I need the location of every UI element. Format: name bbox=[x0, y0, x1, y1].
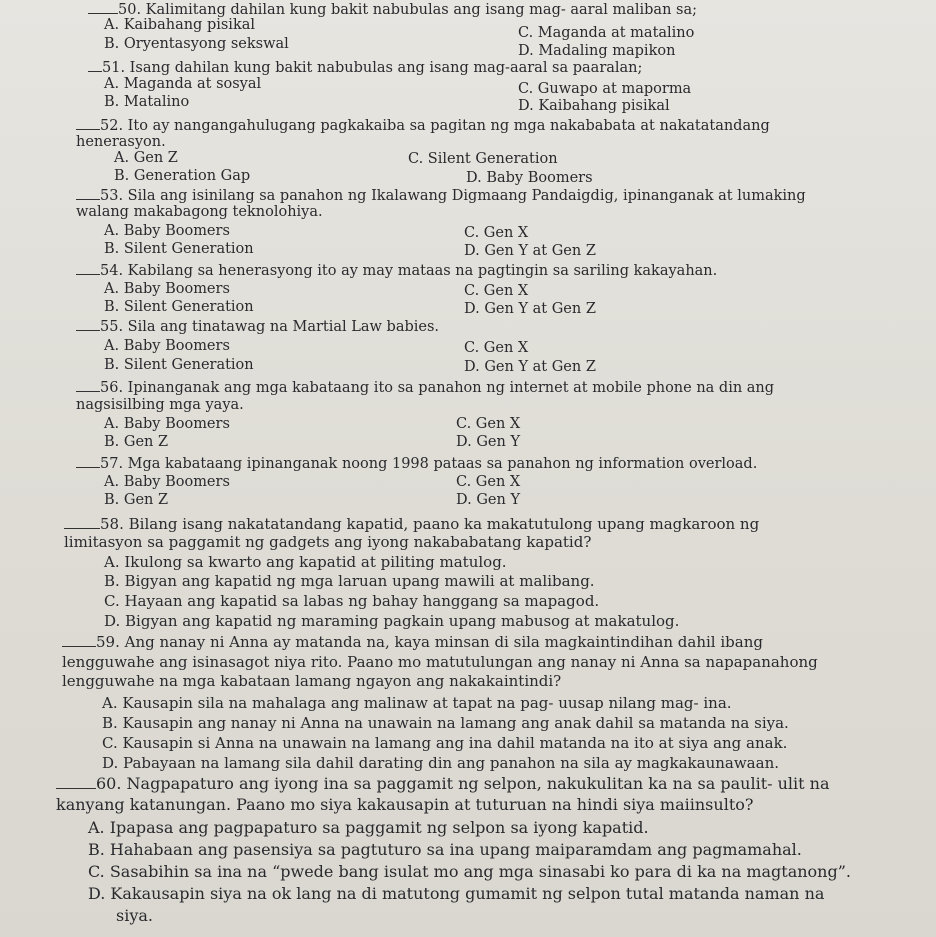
answer-blank[interactable] bbox=[64, 528, 100, 529]
option-d: D. Bigyan ang kapatid ng maraming pagkain upang mabusog at makatulog. bbox=[104, 612, 680, 630]
question-53-stem: 53. Sila ang isinilang sa panahon ng Ikalawang Digmaang Pandaigdig, ipinanganak at lumaking bbox=[76, 188, 806, 204]
option-b: B. Gen Z bbox=[104, 434, 169, 450]
question-number: 57. bbox=[100, 456, 124, 472]
option-d: D. Gen Y bbox=[456, 492, 521, 508]
option-c: C. Gen X bbox=[464, 225, 529, 241]
option-d: D. Kaibahang pisikal bbox=[518, 98, 670, 114]
question-58-stem: 58. Bilang isang nakatatandang kapatid, paano ka makatutulong upang magkaroon ng bbox=[64, 515, 759, 533]
option-d: D. Gen Y bbox=[456, 434, 521, 450]
option-b: B. Silent Generation bbox=[104, 299, 254, 315]
question-number: 50. bbox=[118, 2, 142, 18]
question-number: 56. bbox=[100, 380, 124, 396]
question-number: 51. bbox=[102, 60, 126, 76]
option-a: A. Ikulong sa kwarto ang kapatid at piliting matulog. bbox=[104, 553, 507, 571]
answer-blank[interactable] bbox=[88, 71, 102, 72]
question-60-stem: 60. Nagpapaturo ang iyong ina sa paggamit ng selpon, nakukulitan ka na sa paulit- ulit na bbox=[56, 774, 830, 793]
answer-blank[interactable] bbox=[88, 13, 118, 14]
answer-blank[interactable] bbox=[56, 788, 96, 789]
question-60-stem-cont: kanyang katanungan. Paano mo siya kakausapin at tuturuan na hindi siya maiinsulto? bbox=[56, 795, 754, 814]
question-53-stem-cont: walang makabagong teknolohiya. bbox=[76, 204, 323, 220]
option-c: C. Silent Generation bbox=[408, 151, 558, 167]
option-d: D. Pabayaan na lamang sila dahil darating din ang panahon na sila ay magkakaunawaan. bbox=[102, 754, 779, 772]
question-number: 58. bbox=[100, 515, 124, 533]
question-number: 59. bbox=[96, 633, 120, 651]
option-c: C. Gen X bbox=[464, 340, 529, 356]
question-58-stem-cont: limitasyon sa paggamit ng gadgets ang iyong nakababatang kapatid? bbox=[64, 533, 592, 551]
answer-blank[interactable] bbox=[76, 391, 100, 392]
option-b: B. Matalino bbox=[104, 94, 190, 110]
question-55-stem: 55. Sila ang tinatawag na Martial Law babies. bbox=[76, 319, 439, 335]
option-b: B. Kausapin ang nanay ni Anna na unawain na lamang ang anak dahil sa matanda na siya. bbox=[102, 714, 789, 732]
answer-blank[interactable] bbox=[76, 467, 100, 468]
question-54-stem: 54. Kabilang sa henerasyong ito ay may mataas na pagtingin sa sariling kakayahan. bbox=[76, 263, 717, 279]
option-d: D. Gen Y at Gen Z bbox=[464, 243, 596, 259]
question-number: 55. bbox=[100, 319, 124, 335]
option-c: C. Sasabihin sa ina na “pwede bang isulat mo ang mga sinasabi ko para di ka na magtanong”. bbox=[88, 862, 851, 881]
option-d: D. Kakausapin siya na ok lang na di matutong gumamit ng selpon tutal matanda naman na bbox=[88, 884, 825, 903]
question-57-stem: 57. Mga kabataang ipinanganak noong 1998 pataas sa panahon ng information overload. bbox=[76, 456, 757, 472]
option-a: A. Ipapasa ang pagpapaturo sa paggamit ng selpon sa iyong kapatid. bbox=[88, 818, 649, 837]
option-b: B. Generation Gap bbox=[114, 168, 251, 184]
option-b: B. Hahabaan ang pasensiya sa pagtuturo sa ina upang maiparamdam ang pagmamahal. bbox=[88, 840, 802, 859]
option-b: B. Bigyan ang kapatid ng mga laruan upang mawili at malibang. bbox=[104, 572, 595, 590]
answer-blank[interactable] bbox=[62, 646, 96, 647]
option-c: C. Gen X bbox=[456, 416, 521, 432]
question-59-stem-cont: lengguwahe na mga kabataan lamang ngayon ang nakakaintindi? bbox=[62, 672, 562, 690]
option-a: A. Gen Z bbox=[114, 150, 178, 166]
option-a: A. Baby Boomers bbox=[104, 281, 230, 297]
option-c: C. Maganda at matalino bbox=[518, 25, 695, 41]
question-number: 60. bbox=[96, 774, 122, 793]
question-59-stem: 59. Ang nanay ni Anna ay matanda na, kaya minsan di sila magkaintindihan dahil ibang bbox=[62, 633, 763, 651]
answer-blank[interactable] bbox=[76, 129, 100, 130]
option-a: A. Kaibahang pisikal bbox=[104, 17, 256, 33]
option-c: C. Gen X bbox=[464, 283, 529, 299]
question-56-stem: 56. Ipinanganak ang mga kabataang ito sa panahon ng internet at mobile phone na din ang bbox=[76, 380, 774, 396]
question-51-stem: 51. Isang dahilan kung bakit nabubulas ang isang mag-aaral sa paaralan; bbox=[88, 60, 642, 76]
option-d: D. Madaling mapikon bbox=[518, 43, 676, 59]
option-a: A. Baby Boomers bbox=[104, 474, 230, 490]
option-b: B. Silent Generation bbox=[104, 241, 254, 257]
option-b: B. Gen Z bbox=[104, 492, 169, 508]
question-number: 54. bbox=[100, 263, 124, 279]
option-d: D. Gen Y at Gen Z bbox=[464, 359, 596, 375]
option-a: A. Maganda at sosyal bbox=[104, 76, 262, 92]
option-c: C. Guwapo at maporma bbox=[518, 81, 692, 97]
option-b: B. Oryentasyong sekswal bbox=[104, 36, 289, 52]
option-d: D. Baby Boomers bbox=[466, 170, 593, 186]
option-a: A. Baby Boomers bbox=[104, 223, 230, 239]
option-c: C. Gen X bbox=[456, 474, 521, 490]
option-a: A. Kausapin sila na mahalaga ang malinaw at tapat na pag- uusap nilang mag- ina. bbox=[102, 694, 732, 712]
answer-blank[interactable] bbox=[76, 330, 100, 331]
question-number: 53. bbox=[100, 188, 124, 204]
question-50-stem: 50. Kalimitang dahilan kung bakit nabubulas ang isang mag- aaral maliban sa; bbox=[88, 2, 697, 18]
question-52-stem: 52. Ito ay nangangahulugang pagkakaiba sa pagitan ng mga nakababata at nakatatandang bbox=[76, 118, 770, 134]
question-52-stem-cont: henerasyon. bbox=[76, 134, 166, 150]
option-b: B. Silent Generation bbox=[104, 357, 254, 373]
option-d-cont: siya. bbox=[116, 906, 153, 925]
option-c: C. Hayaan ang kapatid sa labas ng bahay hanggang sa mapagod. bbox=[104, 592, 600, 610]
question-number: 52. bbox=[100, 118, 124, 134]
option-d: D. Gen Y at Gen Z bbox=[464, 301, 596, 317]
answer-blank[interactable] bbox=[76, 274, 100, 275]
option-a: A. Baby Boomers bbox=[104, 416, 230, 432]
option-c: C. Kausapin si Anna na unawain na lamang ang ina dahil matanda na ito at siya ang anak. bbox=[102, 734, 788, 752]
question-59-stem-cont: lengguwahe ang isinasagot niya rito. Paano mo matutulungan ang nanay ni Anna sa napapanahong bbox=[62, 653, 818, 671]
answer-blank[interactable] bbox=[76, 199, 100, 200]
question-56-stem-cont: nagsisilbing mga yaya. bbox=[76, 397, 244, 413]
option-a: A. Baby Boomers bbox=[104, 338, 230, 354]
